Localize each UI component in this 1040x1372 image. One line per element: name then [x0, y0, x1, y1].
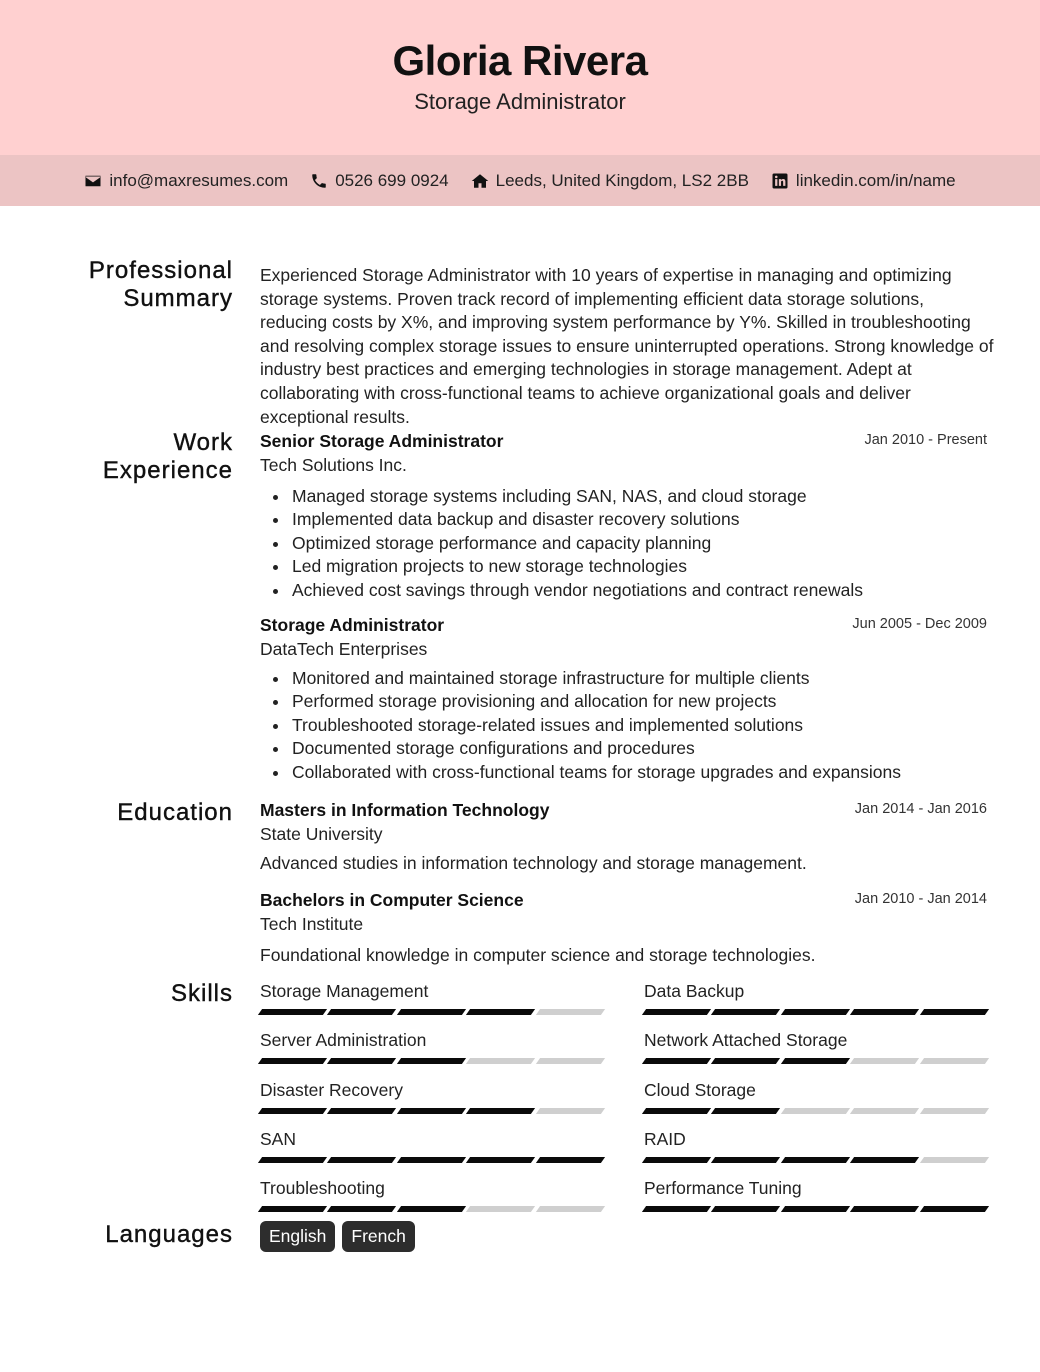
- job-bullet: Led migration projects to new storage technologies: [260, 555, 987, 578]
- job-bullet: Troubleshooted storage-related issues and implemented solutions: [260, 714, 987, 737]
- skill-segment-empty: [466, 1058, 536, 1064]
- job-dates: Jun 2005 - Dec 2009: [852, 616, 987, 632]
- skill-segment-filled: [642, 1157, 712, 1163]
- skill-segment-filled: [642, 1058, 712, 1064]
- skill-level-bar: [260, 1108, 603, 1114]
- skill-level-bar: [260, 1009, 603, 1015]
- job-company: DataTech Enterprises: [260, 639, 428, 659]
- skill-segment-filled: [781, 1009, 851, 1015]
- skill-name: SAN: [260, 1129, 296, 1149]
- skill-item: [260, 1079, 603, 1114]
- skill-segment-empty: [466, 1206, 536, 1212]
- section-label-work: Work Experience: [102, 429, 233, 484]
- job-bullets: [260, 667, 987, 784]
- contact-email-text: info@maxresumes.com: [109, 170, 289, 190]
- skill-item: [644, 1128, 987, 1163]
- skill-segment-filled: [397, 1157, 467, 1163]
- school-name: State University: [260, 824, 383, 844]
- skill-name: Data Backup: [644, 981, 745, 1001]
- skill-item: [644, 980, 987, 1015]
- skill-segment-empty: [919, 1058, 989, 1064]
- job-bullet: Performed storage provisioning and allocation for new projects: [260, 690, 987, 713]
- phone-icon: [310, 172, 328, 190]
- skill-segment-filled: [850, 1157, 920, 1163]
- skill-segment-empty: [850, 1108, 920, 1114]
- contact-linkedin[interactable]: [771, 171, 956, 191]
- education-description: Foundational knowledge in computer science and storage technologies.: [260, 945, 816, 965]
- skill-segment-filled: [327, 1108, 397, 1114]
- education-entry: [260, 889, 987, 967]
- resume-header: [0, 0, 1040, 155]
- skill-segment-empty: [535, 1206, 605, 1212]
- skill-item: [260, 1029, 603, 1064]
- education-dates: Jan 2014 - Jan 2016: [854, 801, 987, 817]
- skill-segment-filled: [535, 1157, 605, 1163]
- job-title: Senior Storage Administrator: [260, 431, 504, 451]
- skill-segment-filled: [711, 1206, 781, 1212]
- skill-item: [260, 1177, 603, 1212]
- skill-item: [260, 980, 603, 1015]
- home-icon: [471, 172, 489, 190]
- skill-item: [644, 1177, 987, 1212]
- skill-segment-empty: [535, 1058, 605, 1064]
- work-entry: [260, 430, 987, 602]
- job-company: Tech Solutions Inc.: [260, 455, 407, 475]
- skill-segment-filled: [850, 1009, 920, 1015]
- skill-segment-filled: [258, 1058, 328, 1064]
- job-bullet: Documented storage configurations and procedures: [260, 737, 987, 760]
- job-bullet: Achieved cost savings through vendor negotiations and contract renewals: [260, 579, 987, 602]
- contact-email[interactable]: [84, 171, 288, 191]
- candidate-title: Storage Administrator: [414, 89, 626, 114]
- job-bullet: Optimized storage performance and capacity planning: [260, 532, 987, 555]
- skill-segment-filled: [642, 1009, 712, 1015]
- language-badge: English: [260, 1221, 335, 1252]
- skill-segment-filled: [327, 1058, 397, 1064]
- skill-segment-filled: [466, 1157, 536, 1163]
- skill-segment-filled: [781, 1058, 851, 1064]
- job-bullet: Managed storage systems including SAN, NAS, and cloud storage: [260, 485, 987, 508]
- linkedin-icon: [771, 172, 789, 190]
- job-bullet: Monitored and maintained storage infrastructure for multiple clients: [260, 667, 987, 690]
- skill-segment-filled: [327, 1009, 397, 1015]
- skill-segment-filled: [919, 1009, 989, 1015]
- skill-segment-filled: [258, 1009, 328, 1015]
- skill-segment-filled: [781, 1206, 851, 1212]
- skill-segment-filled: [711, 1009, 781, 1015]
- skill-segment-filled: [258, 1157, 328, 1163]
- skill-level-bar: [260, 1157, 603, 1163]
- skill-name: Storage Management: [260, 981, 429, 1001]
- skill-segment-filled: [397, 1108, 467, 1114]
- job-bullets: [260, 485, 987, 602]
- skill-segment-filled: [466, 1108, 536, 1114]
- education-entry: [260, 799, 987, 875]
- skill-name: Cloud Storage: [644, 1080, 756, 1100]
- degree-title: Masters in Information Technology: [260, 800, 550, 820]
- skill-name: Performance Tuning: [644, 1178, 802, 1198]
- contact-bar: [0, 155, 1040, 206]
- job-bullet: Implemented data backup and disaster recovery solutions: [260, 508, 987, 531]
- skill-segment-empty: [850, 1058, 920, 1064]
- section-label-skills: Skills: [170, 980, 233, 1007]
- skill-segment-filled: [258, 1108, 328, 1114]
- skill-segment-empty: [919, 1108, 989, 1114]
- skill-segment-empty: [535, 1108, 605, 1114]
- job-title: Storage Administrator: [260, 615, 445, 635]
- skill-name: Network Attached Storage: [644, 1030, 848, 1050]
- skill-segment-filled: [397, 1206, 467, 1212]
- job-bullet: Collaborated with cross-functional teams for storage upgrades and expansions: [260, 761, 987, 784]
- contact-location-text: Leeds, United Kingdom, LS2 2BB: [495, 170, 749, 190]
- degree-title: Bachelors in Computer Science: [260, 890, 524, 910]
- skill-segment-empty: [781, 1108, 851, 1114]
- work-entry: [260, 614, 987, 784]
- contact-phone-text: 0526 699 0924: [335, 170, 449, 190]
- skill-level-bar: [644, 1157, 987, 1163]
- skill-segment-filled: [781, 1157, 851, 1163]
- summary-text: Experienced Storage Administrator with 10 years of expertise in managing and optimizing storage systems. Proven track record of implementing efficient data storage solutions, reducing costs by X%, and improving system performance by Y%. Skilled in troubleshooting and resolving complex storage issues to ensure uninterrupted operations. Strong knowledge of industry best practices and emerging technologies in storage management. Adept at collaborating with cross-functional teams to achieve organizational goals and deliver exceptional results.: [260, 265, 994, 427]
- skill-item: [644, 1079, 987, 1114]
- school-name: Tech Institute: [260, 914, 364, 934]
- skill-level-bar: [644, 1206, 987, 1212]
- skill-level-bar: [260, 1058, 603, 1064]
- skill-level-bar: [644, 1058, 987, 1064]
- job-dates: Jan 2010 - Present: [864, 432, 987, 448]
- skill-segment-filled: [711, 1108, 781, 1114]
- skill-segment-filled: [327, 1206, 397, 1212]
- envelope-icon: [84, 172, 102, 190]
- contact-phone[interactable]: [310, 171, 448, 191]
- skill-level-bar: [644, 1009, 987, 1015]
- skill-segment-filled: [919, 1206, 989, 1212]
- skill-level-bar: [260, 1206, 603, 1212]
- skill-segment-filled: [258, 1206, 328, 1212]
- skill-segment-empty: [919, 1157, 989, 1163]
- skill-segment-filled: [466, 1009, 536, 1015]
- language-badge: French: [342, 1221, 414, 1252]
- skill-segment-filled: [711, 1157, 781, 1163]
- skill-segment-filled: [850, 1206, 920, 1212]
- skill-segment-empty: [535, 1009, 605, 1015]
- skill-segment-filled: [642, 1206, 712, 1212]
- skill-segment-filled: [642, 1108, 712, 1114]
- skill-segment-filled: [711, 1058, 781, 1064]
- skill-item: [644, 1029, 987, 1064]
- skill-name: Server Administration: [260, 1030, 427, 1050]
- section-label-languages: Languages: [105, 1221, 233, 1248]
- skill-segment-filled: [397, 1009, 467, 1015]
- skill-name: RAID: [644, 1129, 686, 1149]
- section-label-summary: Professional Summary: [88, 257, 233, 312]
- skill-level-bar: [644, 1108, 987, 1114]
- skill-item: [260, 1128, 603, 1163]
- contact-location: [471, 171, 749, 191]
- languages-list: [260, 1221, 415, 1252]
- skill-segment-filled: [327, 1157, 397, 1163]
- skill-segment-filled: [397, 1058, 467, 1064]
- section-label-education: Education: [117, 799, 233, 826]
- contact-linkedin-text: linkedin.com/in/name: [795, 170, 956, 190]
- education-description: Advanced studies in information technology and storage management.: [260, 853, 807, 873]
- skill-name: Troubleshooting: [260, 1178, 385, 1198]
- education-dates: Jan 2010 - Jan 2014: [854, 891, 987, 907]
- skill-name: Disaster Recovery: [260, 1080, 403, 1100]
- candidate-name: Gloria Rivera: [392, 37, 648, 84]
